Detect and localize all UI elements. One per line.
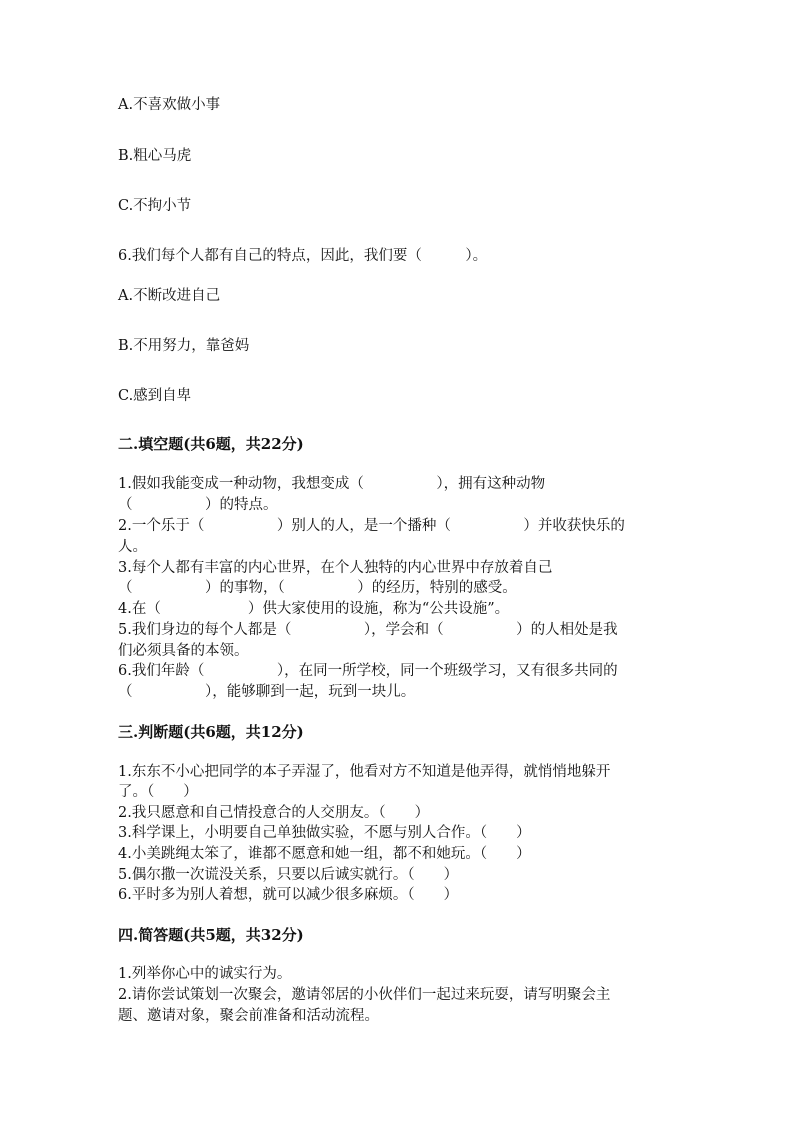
q6-option-a: A.不断改进自己 [118,288,221,304]
judge-line: 了。（ ） [118,784,198,800]
judge-line: 2.我只愿意和自己情投意合的人交朋友。（ ） [118,805,430,821]
section-2-heading: 二.填空题(共6题，共22分) [118,435,304,453]
fill-line: 4.在（ ）供大家使用的设施，称为“公共设施”。 [118,601,510,617]
judge-line: 5.偶尔撒一次谎没关系，只要以后诚实就行。（ ） [118,867,459,883]
fill-line: （ ）的特点。 [118,497,278,513]
fill-line: 6.我们年龄（ ），在同一所学校，同一个班级学习，又有很多共同的 [118,663,618,679]
judge-line: 1.东东不小心把同学的本子弄湿了，他看对方不知道是他弄得，就悄悄地躲开 [118,764,611,780]
fill-line: 2.一个乐于（ ）别人的人，是一个播种（ ）并收获快乐的 [118,518,625,534]
judge-line: 6.平时多为别人着想，就可以减少很多麻烦。（ ） [118,887,459,903]
answer-line: 题、邀请对象，聚会前准备和活动流程。 [118,1008,379,1024]
fill-line: 3.每个人都有丰富的内心世界，在个人独特的内心世界中存放着自己 [118,560,553,576]
q6-option-b: B.不用努力，靠爸妈 [118,338,250,354]
judge-line: 4.小美跳绳太笨了，谁都不愿意和她一组，都不和她玩。（ ） [118,846,531,862]
judge-line: 3.科学课上，小明要自己单独做实验，不愿与别人合作。（ ） [118,825,531,841]
q5-option-a: A.不喜欢做小事 [118,97,221,113]
q5-option-b: B.粗心马虎 [118,148,192,164]
fill-line: （ ）的事物，（ ）的经历，特别的感受。 [118,580,517,596]
fill-line: 1.假如我能变成一种动物，我想变成（ ），拥有这种动物 [118,476,546,492]
section-3-heading: 三.判断题(共6题，共12分) [118,723,304,741]
answer-line: 2.请你尝试策划一次聚会，邀请邻居的小伙伴们一起过来玩耍，请写明聚会主 [118,987,611,1003]
q6-question: 6.我们每个人都有自己的特点，因此，我们要（ ）。 [118,248,488,264]
fill-line: 们必须具备的本领。 [118,643,249,659]
section-4-heading: 四.简答题(共5题，共32分) [118,926,304,944]
q6-option-c: C.感到自卑 [118,388,192,404]
fill-line: （ ），能够聊到一起，玩到一块儿。 [118,684,416,700]
q5-option-c: C.不拘小节 [118,198,192,214]
fill-line: 人。 [118,539,147,555]
fill-line: 5.我们身边的每个人都是（ ），学会和（ ）的人相处是我 [118,622,618,638]
answer-line: 1.列举你心中的诚实行为。 [118,966,292,982]
